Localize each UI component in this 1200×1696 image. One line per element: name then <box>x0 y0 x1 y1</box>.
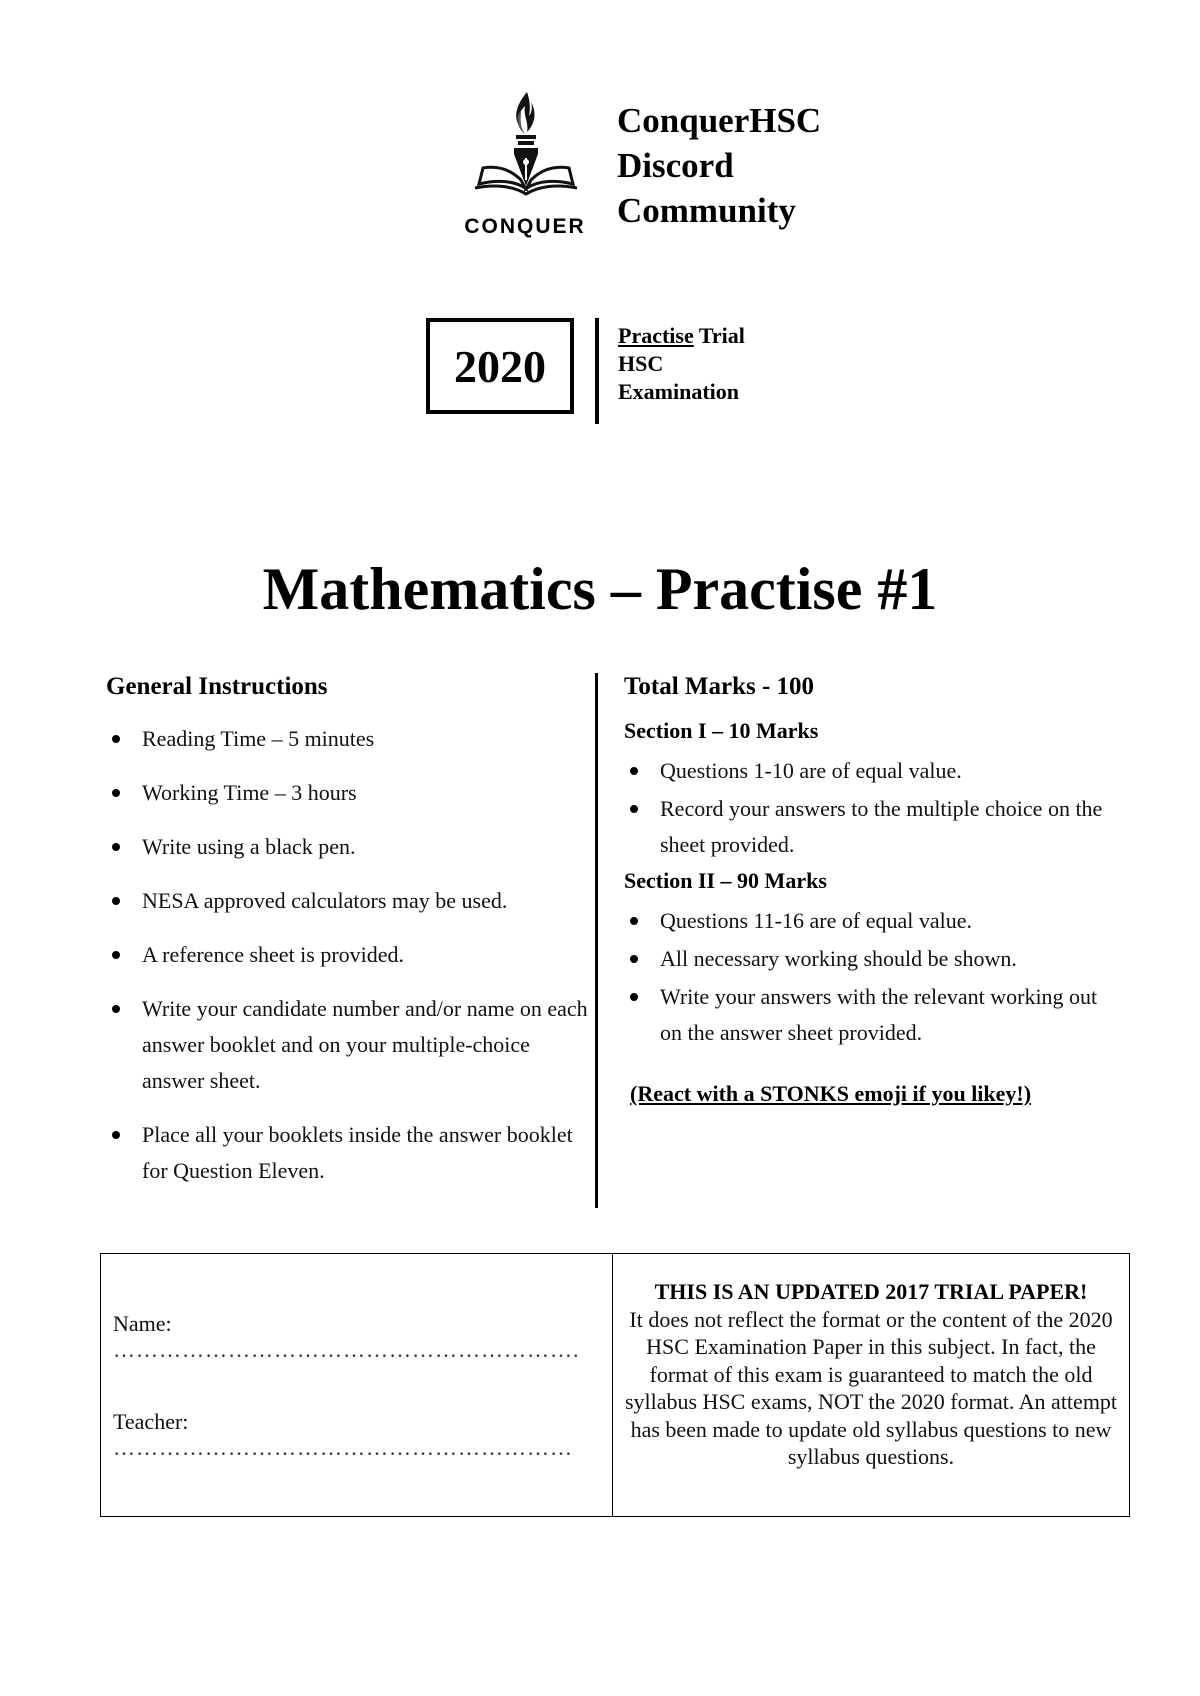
exam-type-label <box>618 322 745 406</box>
page-title: Mathematics – Practise #1 <box>262 556 938 622</box>
org-name-line: Community <box>617 191 796 230</box>
instruction-text: Write your candidate number and/or name on each answer booklet and on your multiple-choice answer sheet. <box>142 996 588 1093</box>
section-2-item <box>624 903 1124 939</box>
bullet-icon <box>630 993 638 1001</box>
bullet-icon <box>112 735 120 743</box>
section-item-text: Record your answers to the multiple choice on the sheet provided. <box>660 796 1103 857</box>
instruction-item <box>106 1117 591 1189</box>
instruction-text: Place all your booklets inside the answer booklet for Question Eleven. <box>142 1122 573 1183</box>
bullet-icon <box>112 1005 120 1013</box>
instruction-item <box>106 775 591 811</box>
general-instructions <box>106 673 591 1207</box>
org-name-line: Discord <box>617 146 734 185</box>
section-item-text: Questions 1-10 are of equal value. <box>660 758 962 783</box>
instruction-item <box>106 991 591 1099</box>
organization-name <box>617 98 821 233</box>
section-2-item <box>624 941 1124 977</box>
instruction-item <box>106 883 591 919</box>
bullet-icon <box>112 1131 120 1139</box>
name-label: Name: <box>113 1311 172 1336</box>
notice-body: It does not reflect the format or the content of the 2020 HSC Examination Paper in this subject. In fact, the format of this exam is guaranteed to match the old syllabus HSC exams, NOT the 2020 format. An attempt has been made to update old syllabus questions to new syllabus questions. <box>624 1306 1118 1469</box>
student-info-table <box>100 1253 1130 1517</box>
react-note: (React with a STONKS emoji if you likey!) <box>630 1081 1032 1106</box>
instruction-item <box>106 721 591 757</box>
instructions-heading: General Instructions <box>106 673 328 700</box>
org-name-line: ConquerHSC <box>617 101 822 140</box>
teacher-field[interactable]: …………………………………………………… <box>113 1436 573 1460</box>
instruction-text: Working Time – 3 hours <box>142 780 357 805</box>
exam-label-underlined: Practise <box>618 323 694 348</box>
notice-cell <box>613 1254 1129 1516</box>
bullet-icon <box>630 767 638 775</box>
section-1-heading: Section I – 10 Marks <box>624 718 819 743</box>
bullet-icon <box>630 917 638 925</box>
total-marks-heading: Total Marks - 100 <box>624 673 815 700</box>
exam-year-box: 2020 <box>426 318 574 414</box>
section-1-item <box>624 753 1124 789</box>
instruction-text: Write using a black pen. <box>142 834 356 859</box>
logo-wordmark: CONQUER <box>464 215 586 238</box>
instruction-item <box>106 937 591 973</box>
section-2-heading: Section II – 90 Marks <box>624 868 827 893</box>
bullet-icon <box>112 789 120 797</box>
instruction-text: Reading Time – 5 minutes <box>142 726 375 751</box>
section-item-text: All necessary working should be shown. <box>660 946 1017 971</box>
column-divider <box>595 673 598 1208</box>
bullet-icon <box>630 805 638 813</box>
student-details-cell <box>101 1254 613 1516</box>
section-1-item <box>624 791 1124 863</box>
name-field[interactable]: ……………………………………………………. <box>113 1338 580 1362</box>
marks-breakdown <box>624 673 1124 1107</box>
teacher-label: Teacher: <box>113 1409 189 1434</box>
bullet-icon <box>630 955 638 963</box>
section-item-text: Write your answers with the relevant working out on the answer sheet provided. <box>660 984 1098 1045</box>
section-item-text: Questions 11-16 are of equal value. <box>660 908 972 933</box>
exam-label-rest: Trial <box>693 323 745 348</box>
exam-label-line: HSC <box>618 351 664 376</box>
vertical-divider <box>595 318 599 424</box>
bullet-icon <box>112 843 120 851</box>
notice-title: THIS IS AN UPDATED 2017 TRIAL PAPER! <box>654 1279 1088 1304</box>
bullet-icon <box>112 897 120 905</box>
instruction-text: NESA approved calculators may be used. <box>142 888 508 913</box>
section-2-item <box>624 979 1124 1051</box>
exam-label-line: Examination <box>618 379 740 404</box>
instruction-text: A reference sheet is provided. <box>142 942 405 967</box>
torch-pen-book-icon <box>455 88 595 213</box>
instruction-item <box>106 829 591 865</box>
bullet-icon <box>112 951 120 959</box>
